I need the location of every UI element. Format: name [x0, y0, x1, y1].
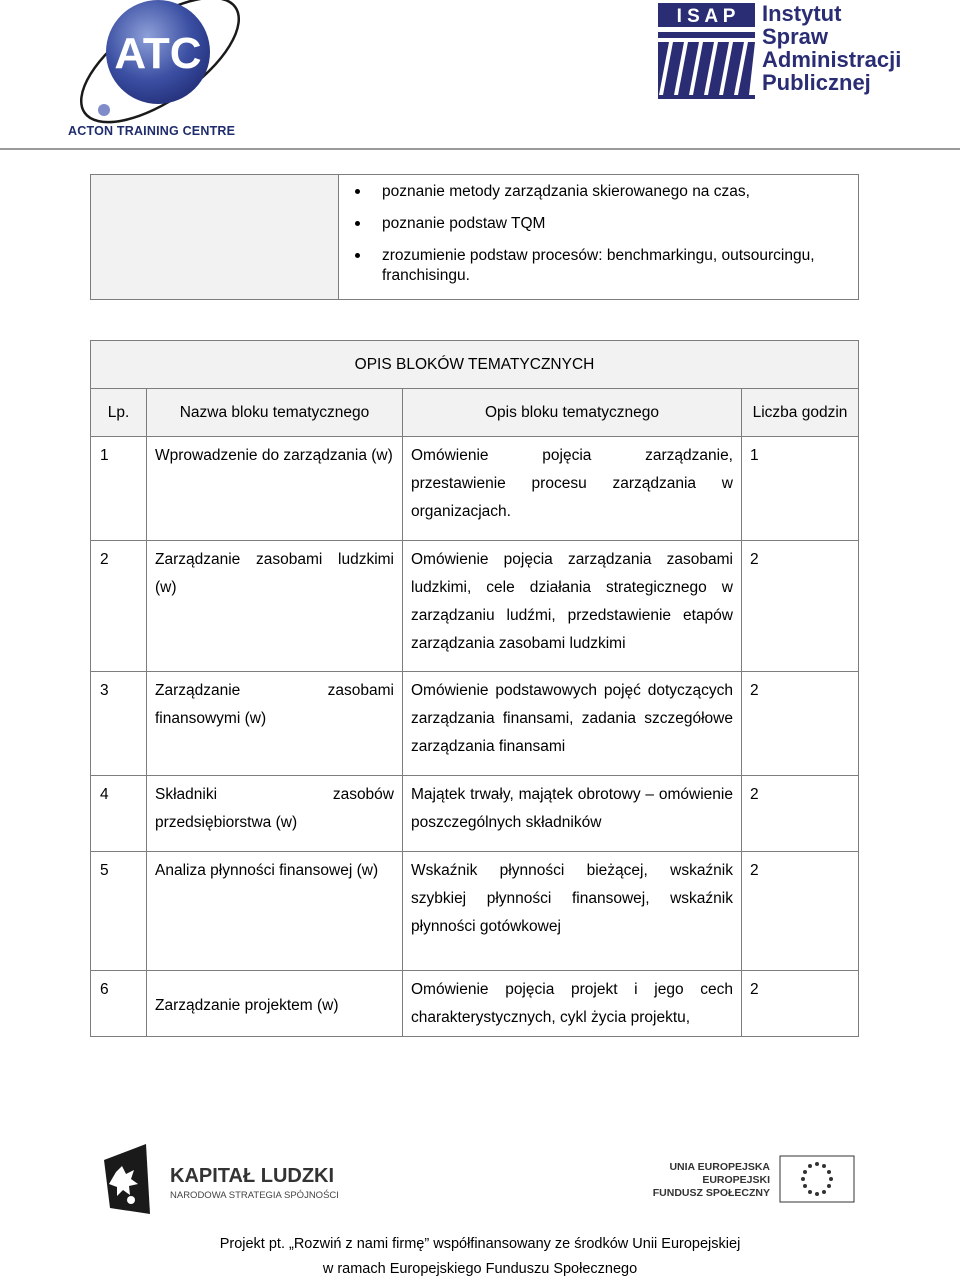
- isap-abbrev: I S A P: [676, 6, 736, 27]
- blocks-table: [90, 340, 859, 1037]
- isap-name: [762, 2, 922, 94]
- row-lp: 4: [100, 786, 109, 803]
- row-lp: 5: [100, 862, 109, 879]
- row-hours: 2: [750, 862, 759, 879]
- row-name: Zarządzanie projektem (w): [155, 996, 339, 1014]
- table-row: [91, 541, 859, 672]
- kl-subtitle: NARODOWA STRATEGIA SPÓJNOŚCI: [170, 1190, 339, 1201]
- kl-title: KAPITAŁ LUDZKI: [170, 1165, 335, 1187]
- header-divider: [0, 148, 960, 150]
- row-lp: 6: [100, 981, 109, 998]
- isap-name-line: Instytut: [762, 1, 842, 26]
- isap-name-line: Spraw: [762, 24, 829, 49]
- row-name: Składniki zasobów przedsiębiorstwa (w): [155, 786, 394, 831]
- goals-table: [90, 174, 859, 300]
- table-row: [91, 776, 859, 852]
- footer-line-1: Projekt pt. „Rozwiń z nami firmę” współfinansowany ze środków Unii Europejskiej: [219, 1236, 741, 1252]
- eu-line1: UNIA EUROPEJSKA: [669, 1161, 770, 1173]
- header-lp: Lp.: [91, 389, 147, 437]
- table-row: [91, 672, 859, 776]
- row-hours: 2: [750, 551, 759, 568]
- row-desc: Omówienie pojęcia zarządzanie, przestawienie procesu zarządzania w organizacjach.: [411, 447, 733, 520]
- goals-list: [340, 176, 857, 298]
- row-hours: 2: [750, 786, 759, 803]
- eu-line3: FUNDUSZ SPOŁECZNY: [652, 1187, 770, 1199]
- goal-item: poznanie metody zarządzania skierowanego na czas,: [340, 182, 845, 202]
- row-desc: Wskaźnik płynności bieżącej, wskaźnik szybkiej płynności finansowej, wskaźnik płynności gotówkowej: [411, 862, 733, 935]
- row-hours: 2: [750, 981, 759, 998]
- table-row: [91, 971, 859, 1037]
- row-hours: 2: [750, 682, 759, 699]
- eu-logo: [646, 1154, 856, 1204]
- row-desc: Omówienie pojęcia zarządzania zasobami ludzkimi, cele działania strategicznego w zarządzaniu ludźmi, przedstawienie etapów zarządzania zasobami ludzkimi: [411, 551, 733, 652]
- row-lp: 3: [100, 682, 109, 699]
- row-lp: 2: [100, 551, 109, 568]
- blocks-header-row: [91, 389, 859, 437]
- row-desc: Majątek trwały, majątek obrotowy – omówienie poszczególnych składników: [411, 786, 733, 831]
- row-name: Wprowadzenie do zarządzania (w): [155, 447, 393, 464]
- header-hours: Liczba godzin: [742, 389, 859, 437]
- isap-name-line: Publicznej: [762, 70, 871, 95]
- footer-line-2: w ramach Europejskiego Funduszu Społecznego: [322, 1261, 638, 1277]
- goal-item: zrozumienie podstaw procesów: benchmarkingu, outsourcingu, franchisingu.: [340, 246, 845, 286]
- atc-logo-text: ATC: [114, 29, 202, 78]
- row-hours: 1: [750, 447, 759, 464]
- header-name: Nazwa bloku tematycznego: [147, 389, 403, 437]
- kapital-ludzki-logo: [98, 1142, 348, 1217]
- row-name: Zarządzanie zasobami ludzkimi (w): [155, 551, 394, 596]
- row-desc: Omówienie podstawowych pojęć dotyczących zarządzania finansami, zadania szczegółowe zarządzania finansami: [411, 682, 733, 755]
- goal-item: poznanie podstaw TQM: [340, 214, 845, 234]
- blocks-title-row: [91, 341, 859, 389]
- row-desc: Omówienie pojęcia projekt i jego cech charakterystycznych, cykl życia projektu,: [411, 981, 733, 1026]
- blocks-title: OPIS BLOKÓW TEMATYCZNYCH: [91, 341, 859, 389]
- goals-row: [91, 175, 859, 300]
- table-row: [91, 437, 859, 541]
- row-name: Zarządzanie zasobami finansowymi (w): [155, 682, 394, 727]
- row-lp: 1: [100, 447, 109, 464]
- atc-tagline: ACTON TRAINING CENTRE: [68, 124, 236, 138]
- eu-line2: EUROPEJSKI: [702, 1174, 770, 1186]
- goals-label-cell: [91, 175, 339, 300]
- isap-name-line: Administracji: [762, 47, 902, 72]
- table-row: [91, 852, 859, 971]
- goals-content-cell: [339, 175, 859, 300]
- row-name: Analiza płynności finansowej (w): [155, 862, 379, 879]
- header-desc: Opis bloku tematycznego: [403, 389, 742, 437]
